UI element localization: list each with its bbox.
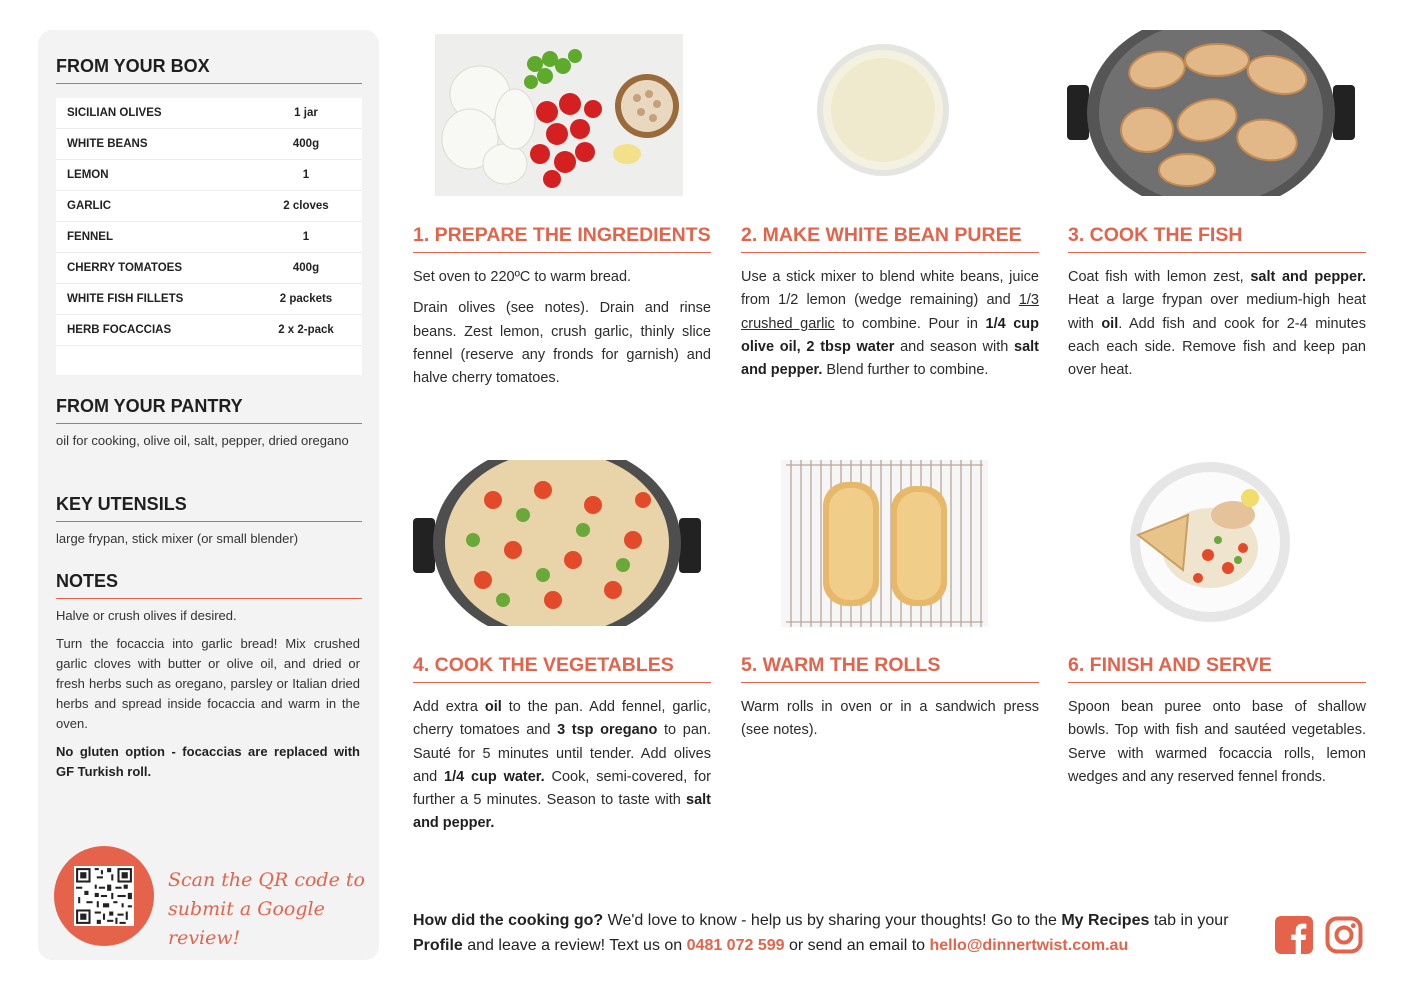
- text-run: Coat fish with lemon zest,: [1068, 269, 1251, 285]
- notes-body: [56, 606, 360, 790]
- ingredient-name: CHERRY TOMATOES: [67, 262, 183, 274]
- step-1-title: 1. PREPARE THE INGREDIENTS: [413, 224, 711, 253]
- step-6-body: [1068, 696, 1366, 797]
- rolls-photo: [781, 460, 988, 627]
- ingredient-qty: 400g: [292, 262, 320, 274]
- step-6-para-1: Spoon bean puree onto base of shallow bowls. Top with fish and sautéed vegetables. Serve with warmed focaccia rolls, lemon wedges and any reserved fennel fronds.: [1068, 699, 1366, 785]
- ingredient-name: SICILIAN OLIVES: [67, 107, 162, 119]
- qr-code-icon[interactable]: [74, 866, 134, 926]
- ingredient-name: FENNEL: [67, 231, 113, 243]
- table-row: [56, 315, 362, 346]
- box-title: FROM YOUR BOX: [56, 56, 362, 84]
- notes-title: NOTES: [56, 571, 362, 599]
- text-run: . Add fish and cook for 2-4 minutes each each side. Remove fish and keep pan over heat.: [1068, 315, 1366, 379]
- text-run: Cook, semi-covered, for further a 5 minutes. Season to taste with: [413, 768, 711, 809]
- pantry-title: FROM YOUR PANTRY: [56, 396, 362, 424]
- step-4-body: [413, 696, 711, 836]
- table-row: [56, 284, 362, 315]
- ingredient-qty: 2 packets: [279, 293, 333, 305]
- sidebar: [38, 30, 379, 960]
- pantry-text: oil for cooking, olive oil, salt, pepper, dried oregano: [56, 433, 349, 448]
- bold-text: How did the cooking go?: [413, 912, 604, 929]
- text-run: to the pan. Add fennel, garlic, cherry tomatoes and: [413, 699, 711, 739]
- feedback-footer: [413, 908, 1263, 958]
- bold-text: salt and pepper.: [1250, 269, 1366, 285]
- text-run: We'd love to know - help us by sharing your thoughts! Go to the: [603, 912, 1062, 929]
- step-1-para-1: Set oven to 220ºC to warm bread.: [413, 269, 632, 285]
- table-row: [56, 222, 362, 253]
- email-link[interactable]: hello@dinnertwist.com.au: [929, 937, 1129, 954]
- serve-photo: [1128, 460, 1292, 625]
- note-2: Turn the focaccia into garlic bread! Mix crushed garlic cloves with butter or olive oil, and dried or fresh herbs such as oregano, parsley or Italian dried herbs and spread inside focaccia and warm in the oven.: [56, 636, 360, 731]
- step-1-body: [413, 266, 711, 398]
- table-row: [56, 160, 362, 191]
- profile-label: Profile: [413, 937, 463, 954]
- text-run: tab in your: [1149, 912, 1229, 929]
- ingredient-name: HERB FOCACCIAS: [67, 324, 172, 336]
- vegetables-photo: [413, 460, 701, 626]
- ingredient-qty: 1: [302, 231, 310, 243]
- puree-photo: [813, 40, 953, 180]
- table-row: [56, 98, 362, 129]
- underlined-text: 1/3 crushed garlic: [741, 292, 1039, 332]
- ingredient-qty: 1: [302, 169, 310, 181]
- bold-text: salt and pepper.: [413, 792, 711, 832]
- phone-link[interactable]: 0481 072 599: [686, 937, 785, 954]
- step-4-title: 4. COOK THE VEGETABLES: [413, 654, 711, 683]
- step-2-body: [741, 266, 1039, 382]
- bold-text: 1/4 cup water.: [444, 768, 545, 785]
- text-run: to combine. Pour in: [834, 315, 986, 332]
- text-run: Heat a large frypan over medium-high heat with: [1068, 292, 1366, 332]
- table-row: [56, 129, 362, 160]
- step-3-body: [1068, 266, 1366, 382]
- utensils-title: KEY UTENSILS: [56, 494, 362, 522]
- qr-caption-line2: submit a Google review!: [168, 898, 325, 949]
- qr-badge: [54, 846, 154, 946]
- text-run: Blend further to combine.: [822, 362, 989, 379]
- bold-text: oil: [484, 699, 502, 715]
- step-5-body: [741, 696, 1039, 751]
- qr-caption-line1: Scan the QR code to: [168, 869, 365, 891]
- ingredients-photo: [435, 34, 683, 196]
- ingredient-qty: 1 jar: [294, 107, 318, 119]
- ingredient-name: WHITE FISH FILLETS: [67, 293, 184, 305]
- step-5-para-1: Warm rolls in oven or in a sandwich press (see notes).: [741, 699, 1039, 739]
- step-3-title: 3. COOK THE FISH: [1068, 224, 1366, 253]
- note-3: No gluten option - focaccias are replaced with GF Turkish roll.: [56, 744, 360, 779]
- instagram-icon[interactable]: [1325, 916, 1363, 954]
- text-run: to pan. Sauté for 5 minutes until tender. Add olives and: [413, 722, 711, 785]
- my-recipes-label: My Recipes: [1061, 912, 1150, 929]
- note-1: Halve or crush olives if desired.: [56, 608, 237, 623]
- step-1-para-2: Drain olives (see notes). Drain and rinse beans. Zest lemon, crush garlic, thinly slice fennel (reserve any fronds for garnish) and halve cherry tomatoes.: [413, 300, 711, 387]
- facebook-icon[interactable]: [1275, 916, 1313, 954]
- table-row: [56, 191, 362, 222]
- qr-caption: [168, 866, 368, 953]
- utensils-text: large frypan, stick mixer (or small blender): [56, 531, 299, 546]
- ingredient-name: LEMON: [67, 169, 109, 181]
- ingredient-name: GARLIC: [67, 200, 112, 212]
- step-2-title: 2. MAKE WHITE BEAN PUREE: [741, 224, 1039, 253]
- bold-text: oil: [1101, 315, 1119, 332]
- ingredient-qty: 400g: [292, 138, 320, 150]
- text-run: Add extra: [413, 699, 485, 715]
- bold-text: salt and pepper.: [741, 338, 1039, 379]
- ingredient-qty: 2 cloves: [283, 200, 329, 212]
- text-run: Use a stick mixer to blend white beans, juice from 1/2 lemon (wedge remaining) and: [741, 269, 1039, 309]
- fish-photo: [1067, 30, 1355, 196]
- bold-text: 3 tsp oregano: [557, 722, 658, 739]
- text-run: and leave a review! Text us on: [462, 937, 687, 954]
- table-row: [56, 253, 362, 284]
- bold-text: 1/4 cup olive oil, 2 tbsp water: [741, 315, 1040, 355]
- step-6-title: 6. FINISH AND SERVE: [1068, 654, 1366, 683]
- ingredient-name: WHITE BEANS: [67, 138, 148, 150]
- step-5-title: 5. WARM THE ROLLS: [741, 654, 1039, 683]
- ingredients-table: [56, 98, 362, 375]
- text-run: or send an email to: [784, 937, 930, 954]
- ingredient-qty: 2 x 2-pack: [278, 324, 334, 336]
- text-run: and season with: [894, 338, 1014, 355]
